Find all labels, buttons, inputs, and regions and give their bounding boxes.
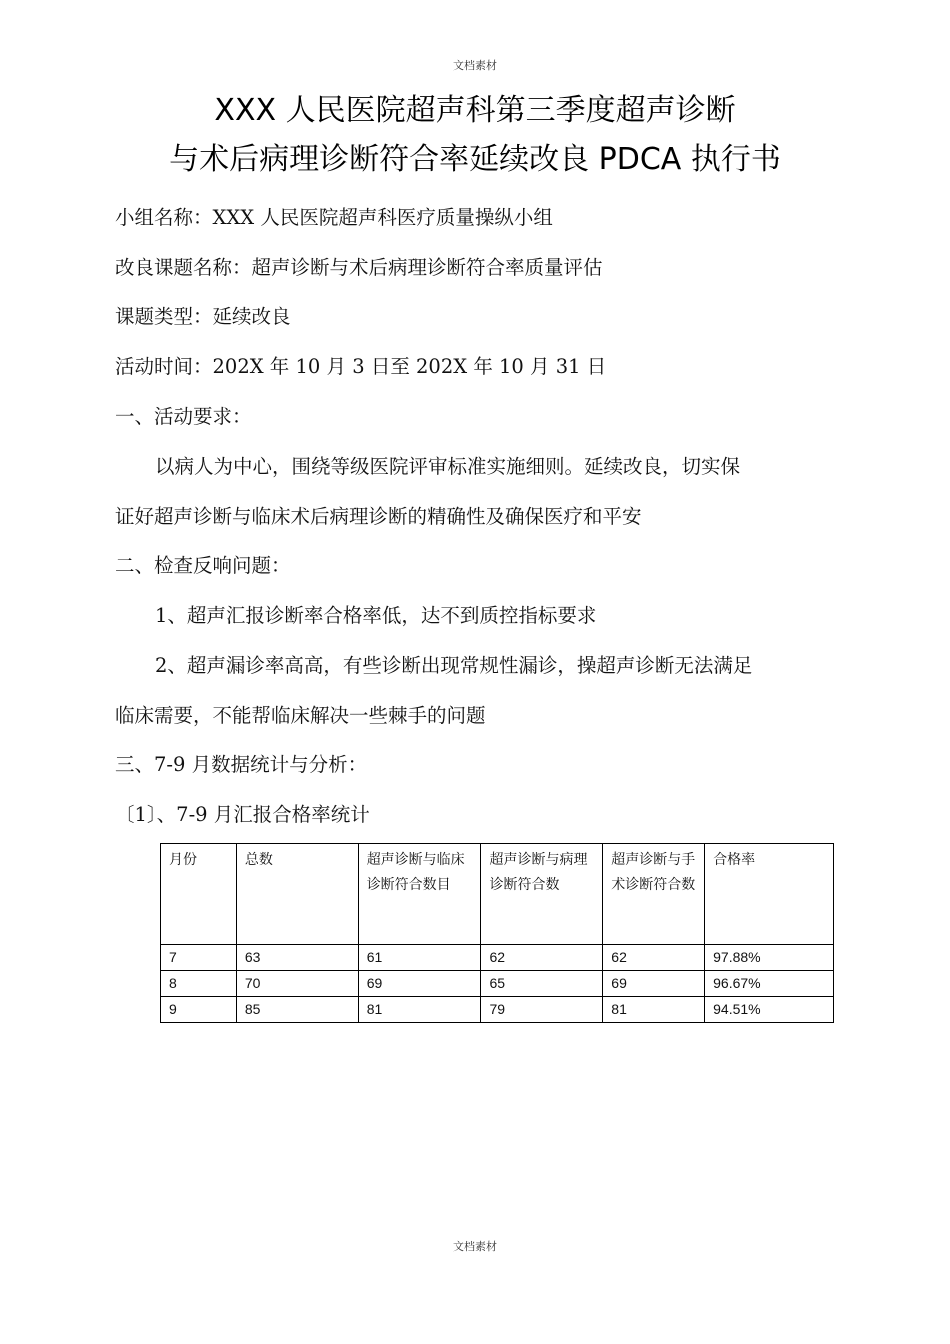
table-row bbox=[161, 997, 834, 1023]
table-header-row bbox=[161, 844, 834, 945]
topic-type: 课题类型：延续改良 bbox=[115, 305, 291, 328]
table-row bbox=[161, 971, 834, 997]
section-2-item-2-line-2: 临床需要，不能帮临床解决一些棘手的问题 bbox=[115, 704, 486, 727]
cell-total: 85 bbox=[236, 997, 358, 1023]
header-month: 月份 bbox=[161, 844, 237, 945]
table-row bbox=[161, 945, 834, 971]
cell-month: 9 bbox=[161, 997, 237, 1023]
header-total: 总数 bbox=[236, 844, 358, 945]
cell-month: 7 bbox=[161, 945, 237, 971]
page-footer-note: 文档素材 bbox=[453, 1240, 497, 1253]
page-header-note: 文档素材 bbox=[453, 59, 497, 72]
section-3-subheading: 〔1〕、7-9 月汇报合格率统计 bbox=[115, 803, 370, 826]
section-2-item-2-line-1: 2、超声漏诊率高高，有些诊断出现常规性漏诊，操超声诊断无法满足 bbox=[155, 654, 753, 677]
cell-surgery-match: 62 bbox=[603, 945, 705, 971]
document-title-line-1: XXX 人民医院超声科第三季度超声诊断 bbox=[214, 93, 736, 128]
cell-pass-rate: 97.88% bbox=[705, 945, 834, 971]
section-3-heading: 三、7-9 月数据统计与分析： bbox=[115, 753, 368, 776]
cell-total: 70 bbox=[236, 971, 358, 997]
cell-pathology-match: 65 bbox=[481, 971, 603, 997]
cell-total: 63 bbox=[236, 945, 358, 971]
cell-pass-rate: 96.67% bbox=[705, 971, 834, 997]
group-name: 小组名称：XXX 人民医院超声科医疗质量操纵小组 bbox=[115, 206, 553, 229]
cell-clinical-match: 69 bbox=[358, 971, 481, 997]
section-2-item-1: 1、超声汇报诊断率合格率低，达不到质控指标要求 bbox=[155, 604, 597, 627]
cell-surgery-match: 69 bbox=[603, 971, 705, 997]
pass-rate-table bbox=[160, 843, 834, 1023]
topic-name: 改良课题名称：超声诊断与术后病理诊断符合率质量评估 bbox=[115, 256, 603, 279]
section-1-heading: 一、活动要求： bbox=[115, 405, 252, 428]
section-2-heading: 二、检查反响问题： bbox=[115, 554, 291, 577]
cell-month: 8 bbox=[161, 971, 237, 997]
cell-clinical-match: 61 bbox=[358, 945, 481, 971]
header-clinical-match: 超声诊断与临床诊断符合数目 bbox=[358, 844, 481, 945]
section-1-paragraph-line-2: 证好超声诊断与临床术后病理诊断的精确性及确保医疗和平安 bbox=[115, 505, 642, 528]
cell-surgery-match: 81 bbox=[603, 997, 705, 1023]
cell-pathology-match: 62 bbox=[481, 945, 603, 971]
activity-time: 活动时间：202X 年 10 月 3 日至 202X 年 10 月 31 日 bbox=[115, 355, 607, 378]
header-pass-rate: 合格率 bbox=[705, 844, 834, 945]
document-title-line-2: 与术后病理诊断符合率延续改良 PDCA 执行书 bbox=[169, 142, 781, 177]
section-1-paragraph-line-1: 以病人为中心，围绕等级医院评审标准实施细则。延续改良，切实保 bbox=[155, 455, 741, 478]
header-surgery-match: 超声诊断与手术诊断符合数 bbox=[603, 844, 705, 945]
cell-pass-rate: 94.51% bbox=[705, 997, 834, 1023]
header-pathology-match: 超声诊断与病理诊断符合数 bbox=[481, 844, 603, 945]
cell-pathology-match: 79 bbox=[481, 997, 603, 1023]
cell-clinical-match: 81 bbox=[358, 997, 481, 1023]
